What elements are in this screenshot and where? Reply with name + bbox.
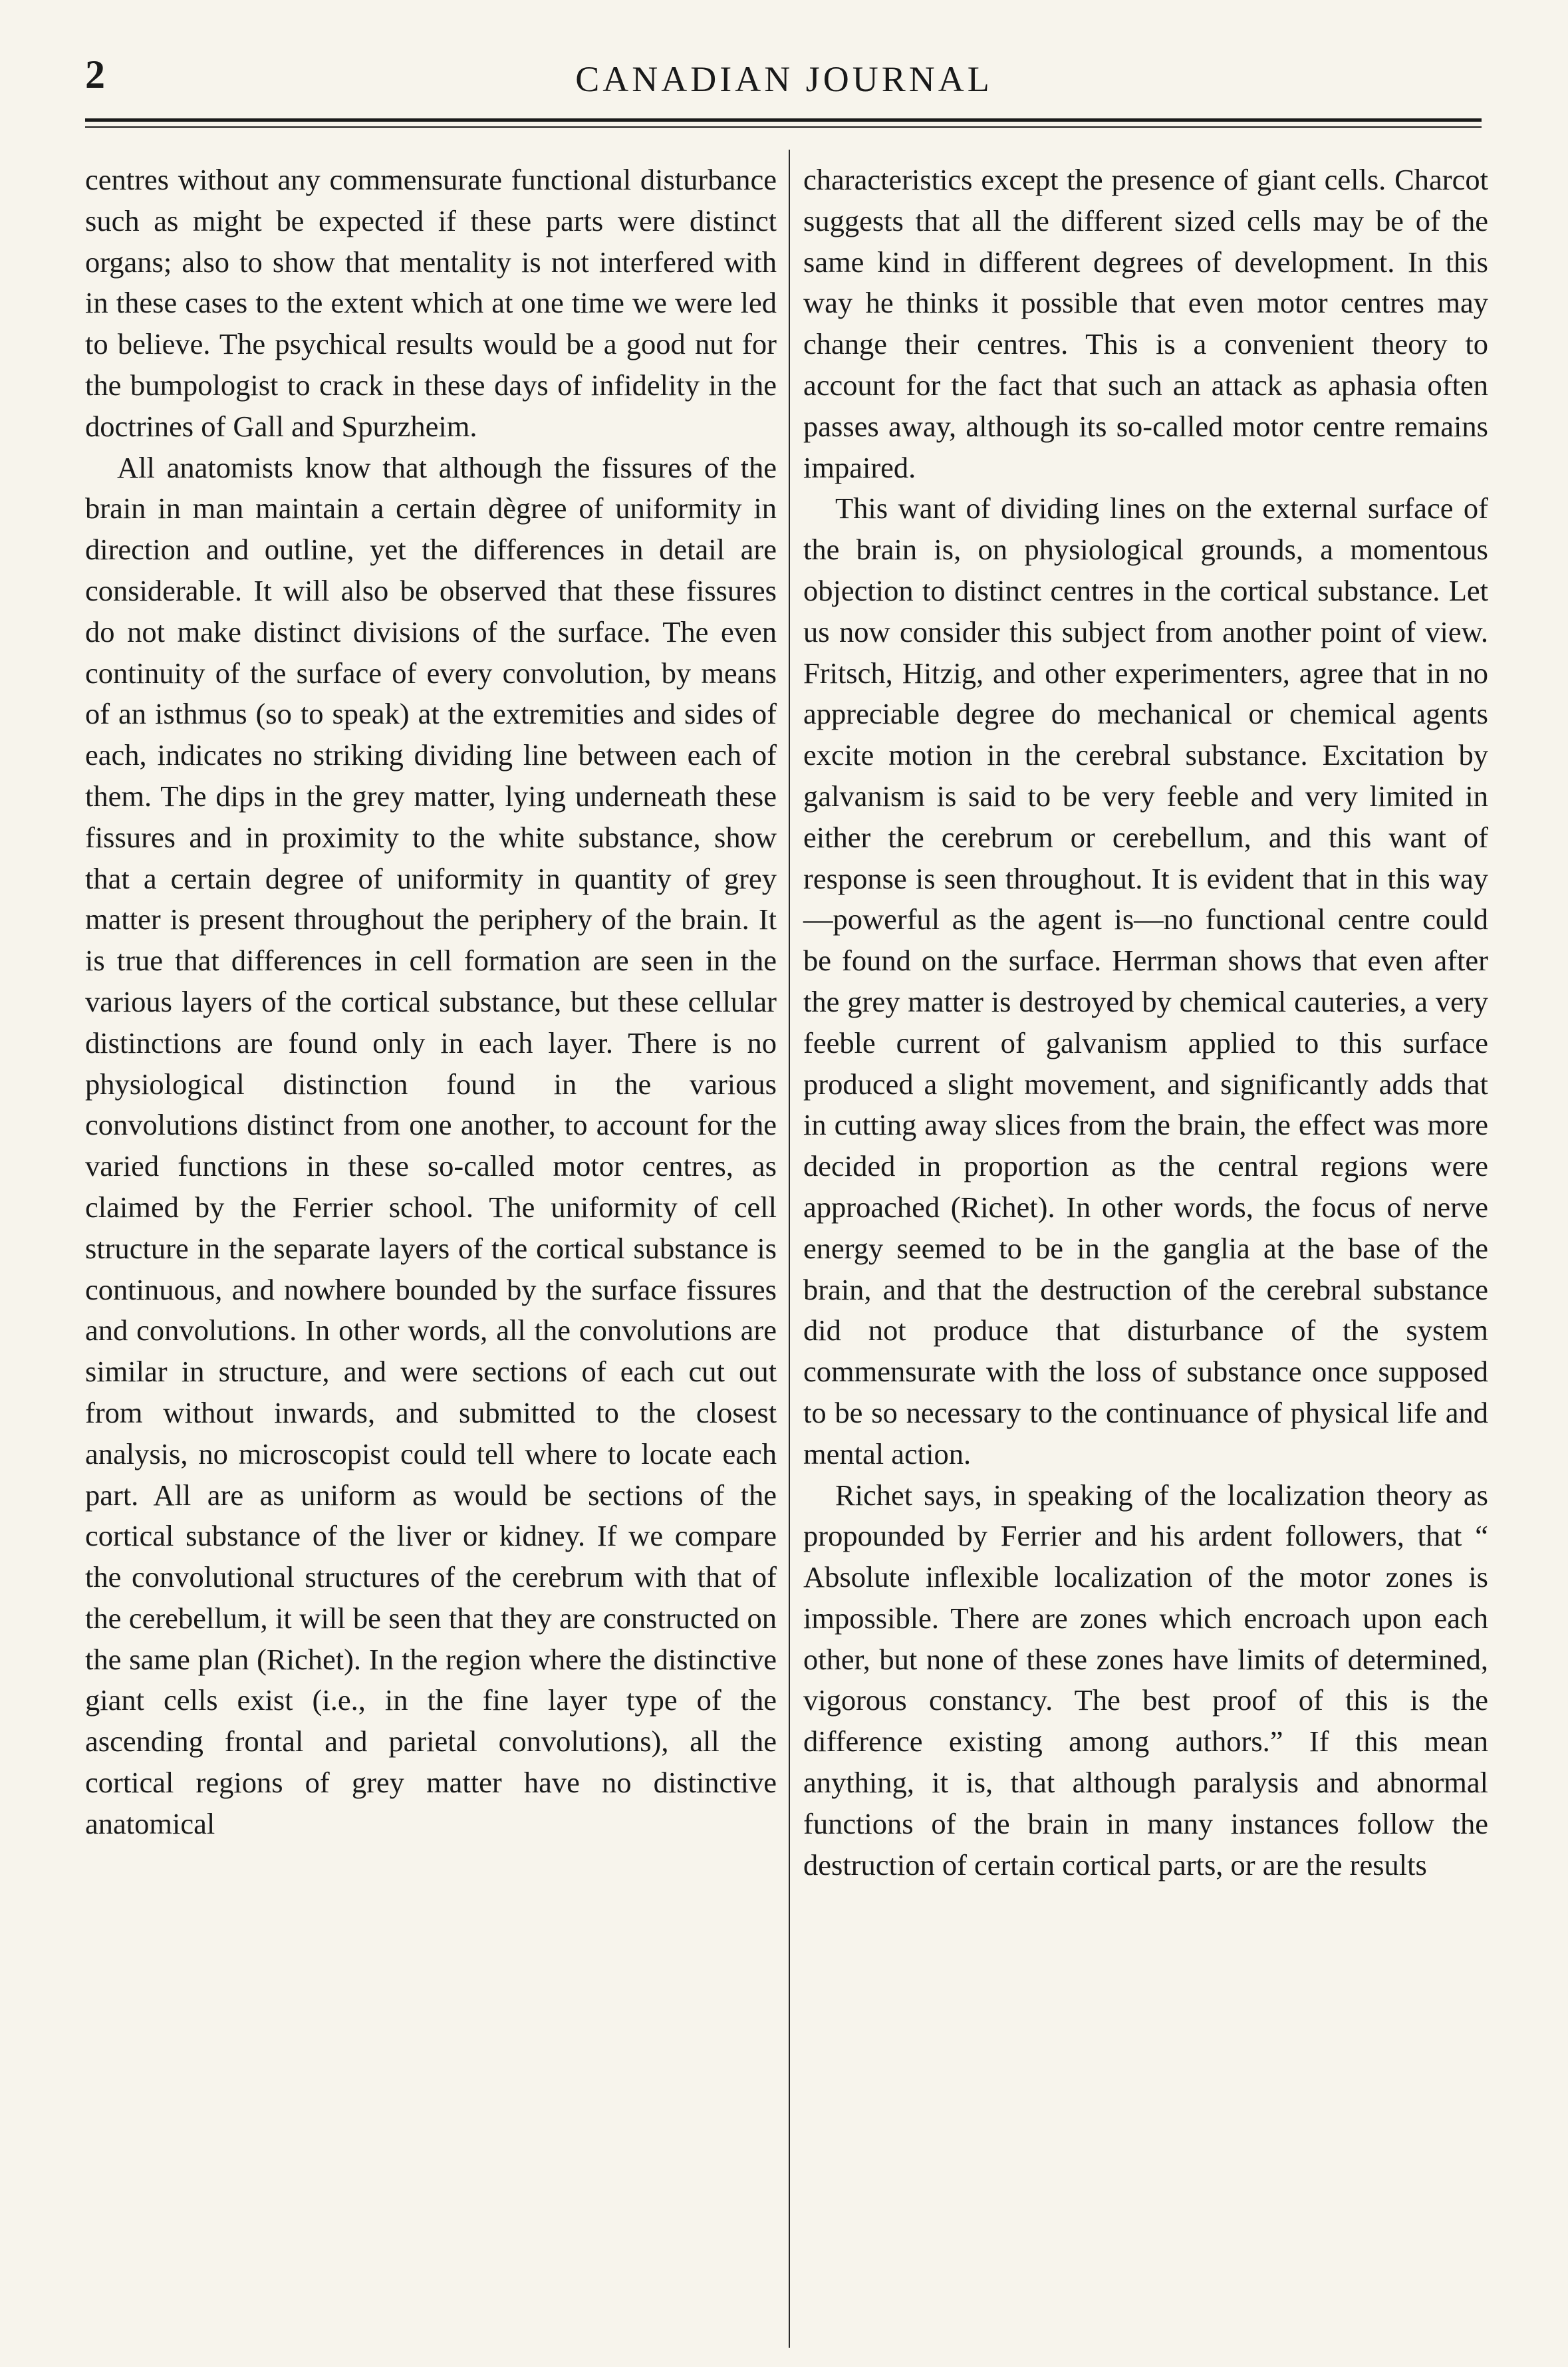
- right-paragraph-3: Richet says, in speaking of the localization theory as propounded by Ferrier and his ardent followers, that “ Absolute inflexible localization of the motor zones is impossible. There are zones which encroach upon each other, but none of these zones have limits of determined, vigorous constancy. The best proof of this is the difference existing among authors.” If this mean anything, it is, that although paralysis and abnormal functions of the brain in many instances follow the destruction of certain cortical parts, or are the results: [803, 1478, 1488, 1881]
- right-column: [803, 160, 1488, 1885]
- page-number: 2: [85, 53, 105, 96]
- left-column: [85, 160, 777, 1845]
- right-paragraph-2: This want of dividing lines on the external surface of the brain is, on physiological grounds, a momentous objection to distinct centres in the cortical substance. Let us now consider this subject from another point of view. Fritsch, Hitzig, and other experimenters, agree that in no appreciable degree do mechanical or chemical agents excite motion in the cerebral substance. Excitation by galvanism is said to be very feeble and very limited in either the cerebrum or cerebellum, and this want of response is seen throughout. It is evident that in this way—powerful as the agent is—no functional centre could be found on the surface. Herrman shows that even after the grey matter is destroyed by chemical cauteries, a very feeble current of galvanism applied to this surface produced a slight movement, and significantly adds that in cutting away slices from the brain, the effect was more decided in proportion as the central regions were approached (Richet). In other words, the focus of nerve energy seemed to be in the ganglia at the base of the brain, and that the destruction of the cerebral substance did not produce that disturbance of the system commensurate with the loss of substance once supposed to be so necessary to the continuance of physical life and mental action.: [803, 491, 1488, 1470]
- left-paragraph-2: All anatomists know that although the fissures of the brain in man maintain a certain dègree of uniformity in direction and outline, yet the differences in detail are considerable. It will also be observed that these fissures do not make distinct divisions of the surface. The even continuity of the surface of every convolution, by means of an isthmus (so to speak) at the extremities and sides of each, indicates no striking dividing line between each of them. The dips in the grey matter, lying underneath these fissures and in proximity to the white substance, show that a certain degree of uniformity in quantity of grey matter is present throughout the periphery of the brain. It is true that differences in cell formation are seen in the various layers of the cortical substance, but these cellular distinctions are found only in each layer. There is no physiological distinction found in the various convolutions distinct from one another, to account for the varied functions in these so-called motor centres, as claimed by the Ferrier school. The uniformity of cell structure in the separate layers of the cortical substance is continuous, and nowhere bounded by the surface fissures and convolutions. In other words, all the convolutions are similar in structure, and were sections of each cut out from without inwards, and submitted to the closest analysis, no microscopist could tell where to locate each part. All are as uniform as would be sections of the cortical substance of the liver or kidney. If we compare the convolutional structures of the cerebrum with that of the cerebellum, it will be seen that they are constructed on the same plan (Richet). In the region where the distinctive giant cells exist (i.e., in the fine layer type of the ascending frontal and parietal convolutions), all the cortical regions of grey matter have no distinctive anatomical: [85, 450, 777, 1840]
- right-paragraph-1: characteristics except the presence of giant cells. Charcot suggests that all the different sized cells may be of the same kind in different degrees of development. In this way he thinks it possible that even motor centres may change their centres. This is a convenient theory to account for the fact that such an attack as aphasia often passes away, although its so-called motor centre remains impaired.: [803, 163, 1488, 484]
- header-rule-thin: [85, 126, 1482, 128]
- left-paragraph-1: centres without any commensurate functional disturbance such as might be expected if these parts were distinct organs; also to show that mentality is not interfered with in these cases to the extent which at one time we were led to believe. The psychical results would be a good nut for the bumpologist to crack in these days of infidelity in the doctrines of Gall and Spurzheim.: [85, 163, 777, 443]
- column-divider: [789, 150, 790, 2348]
- header-rule-thick: [85, 118, 1482, 122]
- running-title: CANADIAN JOURNAL: [575, 59, 993, 99]
